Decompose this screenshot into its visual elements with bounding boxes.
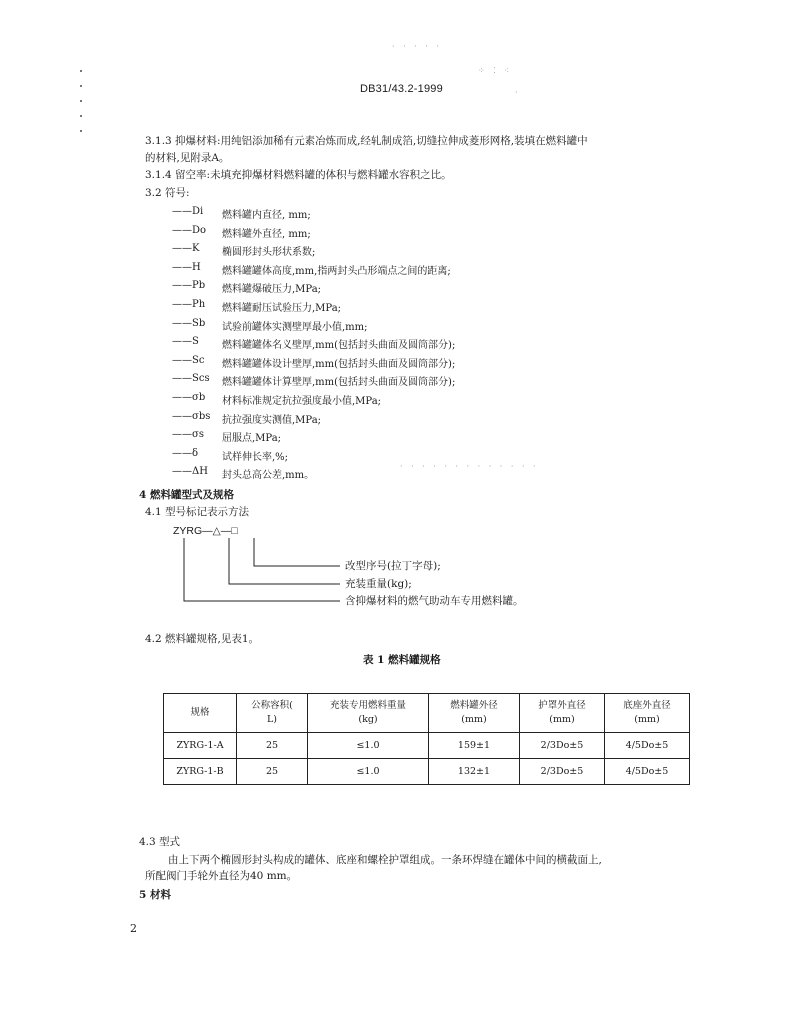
cell-guard-diameter: 2/3Do±5 bbox=[520, 733, 605, 759]
symbol-description: 椭圆形封头形状系数; bbox=[222, 247, 316, 258]
cell-base-diameter: 4/5Do±5 bbox=[605, 733, 690, 759]
symbol-term: ——H bbox=[172, 262, 201, 273]
symbol-term: ——Pb bbox=[172, 280, 206, 291]
scan-speckle: · · · · · · · · · · · · · bbox=[400, 462, 539, 471]
symbol-term: ——Scs bbox=[172, 373, 210, 384]
section-4-heading: 4 燃料罐型式及规格 bbox=[139, 489, 234, 501]
symbol-term: ——Do bbox=[172, 225, 207, 236]
symbol-description: 屈服点,MPa; bbox=[222, 433, 282, 444]
clause-3-1-3-line-1: 3.1.3 抑爆材料:用纯铝添加稀有元素冶炼而成,经轧制成箔,切缝拉伸成菱形网格,装填在燃料罐中 bbox=[145, 135, 588, 147]
symbol-term: ——K bbox=[172, 243, 200, 254]
clause-4-3: 4.3 型式 bbox=[139, 836, 181, 848]
clause-4-3-line-2: 所配阀门手轮外直径为40 mm。 bbox=[145, 870, 298, 882]
symbol-description: 燃料罐耐压试验压力,MPa; bbox=[222, 303, 342, 314]
symbol-term: ——ΔH bbox=[172, 466, 208, 477]
header-cell: 护罩外直径 (mm) bbox=[520, 694, 605, 733]
clause-4-3-line-1: 由上下两个椭圆形封头构成的罐体、底座和螺栓护罩组成。一条环焊缝在罐体中间的横截面上, bbox=[168, 854, 602, 866]
symbol-term: ——σbs bbox=[172, 411, 211, 422]
bracket-line-weight bbox=[229, 538, 340, 584]
clause-4-2: 4.2 燃料罐规格,见表1。 bbox=[145, 633, 260, 645]
cell-outer-diameter: 159±1 bbox=[429, 733, 520, 759]
symbol-term: ——δ bbox=[172, 448, 199, 459]
symbol-term: ——Sc bbox=[172, 355, 205, 366]
model-code: ZYRG—△—□ bbox=[173, 525, 238, 537]
scan-speckle: · · · · · bbox=[392, 42, 442, 51]
legend-product: 含抑爆材料的燃气助动车专用燃料罐。 bbox=[345, 595, 524, 607]
bracket-line-product bbox=[184, 538, 340, 601]
symbol-term: ——Di bbox=[172, 206, 204, 217]
symbol-description: 封头总高公差,mm。 bbox=[222, 470, 315, 481]
clause-3-1-4: 3.1.4 留空率:未填充抑爆材料燃料罐的体积与燃料罐水容积之比。 bbox=[145, 169, 452, 181]
symbol-description: 燃料罐爆破压力,MPa; bbox=[222, 284, 322, 295]
table-header-row bbox=[164, 694, 690, 733]
header-cell: 充装专用燃料重量 (kg) bbox=[308, 694, 429, 733]
legend-weight: 充装重量(kg); bbox=[345, 578, 412, 590]
cell-guard-diameter: 2/3Do±5 bbox=[520, 759, 605, 785]
symbol-description: 燃料罐罐体计算壁厚,mm(包括封头曲面及圆筒部分); bbox=[222, 377, 456, 388]
header-cell: 燃料罐外径 (mm) bbox=[429, 694, 520, 733]
symbol-description: 燃料罐内直径, mm; bbox=[222, 210, 311, 221]
spec-table bbox=[163, 693, 690, 785]
legend-revision: 改型序号(拉丁字母); bbox=[345, 560, 441, 572]
table-row bbox=[164, 759, 690, 785]
cell-volume: 25 bbox=[237, 759, 308, 785]
symbol-description: 燃料罐外直径, mm; bbox=[222, 229, 311, 240]
cell-spec: ZYRG-1-A bbox=[164, 733, 237, 759]
symbol-term: ——σs bbox=[172, 429, 204, 440]
symbol-term: ——Ph bbox=[172, 299, 206, 310]
header-cell: 底座外直径 (mm) bbox=[605, 694, 690, 733]
symbol-description: 抗拉强度实测值,MPa; bbox=[222, 415, 322, 426]
table-caption: 表 1 燃料罐规格 bbox=[363, 654, 441, 666]
clause-3-1-3-line-2: 的材料,见附录A。 bbox=[145, 152, 230, 164]
symbol-description: 燃料罐罐体设计壁厚,mm(包括封头曲面及圆筒部分); bbox=[222, 359, 456, 370]
symbol-description: 试验前罐体实测壁厚最小值,mm; bbox=[222, 322, 368, 333]
cell-weight: ≤1.0 bbox=[308, 759, 429, 785]
cell-weight: ≤1.0 bbox=[308, 733, 429, 759]
cell-outer-diameter: 132±1 bbox=[429, 759, 520, 785]
clause-4-1: 4.1 型号标记表示方法 bbox=[145, 506, 250, 518]
section-5-heading: 5 材料 bbox=[139, 889, 171, 901]
cell-spec: ZYRG-1-B bbox=[164, 759, 237, 785]
page-number: 2 bbox=[130, 922, 137, 935]
table-row bbox=[164, 733, 690, 759]
symbol-description: 材料标准规定抗拉强度最小值,MPa; bbox=[222, 396, 382, 407]
symbol-description: 燃料罐罐体名义壁厚,mm(包括封头曲面及圆筒部分); bbox=[222, 340, 456, 351]
symbol-term: ——σb bbox=[172, 392, 206, 403]
cell-volume: 25 bbox=[237, 733, 308, 759]
scan-speckle: · bbox=[515, 88, 521, 97]
cell-base-diameter: 4/5Do±5 bbox=[605, 759, 690, 785]
header-cell: 规格 bbox=[164, 694, 237, 733]
symbol-term: ——S bbox=[172, 336, 199, 347]
symbol-description: 试样伸长率,%; bbox=[222, 452, 289, 463]
bracket-line-revision bbox=[254, 538, 340, 566]
symbol-term: ——Sb bbox=[172, 318, 206, 329]
header-cell: 公称容积( L) bbox=[237, 694, 308, 733]
clause-3-2: 3.2 符号: bbox=[145, 187, 190, 199]
document-header: DB31/43.2-1999 bbox=[360, 83, 443, 95]
symbol-description: 燃料罐罐体高度,mm,指两封头凸形端点之间的距离; bbox=[222, 266, 451, 277]
scan-speckle: ⁘ ⁚ ⁖ bbox=[478, 66, 513, 75]
